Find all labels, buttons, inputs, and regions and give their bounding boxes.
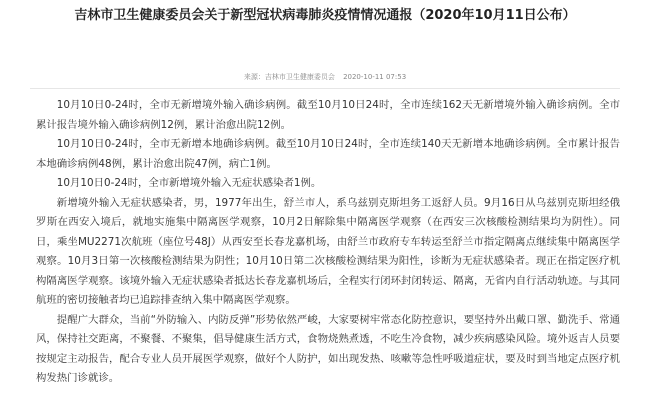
source-name: 吉林市卫生健康委员会 [264, 73, 335, 81]
article-title: 吉林市卫生健康委员会关于新型冠状病毒肺炎疫情情况通报（2020年10月11日公布） [74, 8, 576, 23]
paragraph-local-confirmed: 10月10日0-24时，全市无新增本地确诊病例。截至10月10日24时，全市连续140天无新增本地确诊病例。全市累计报告本地确诊病例48例，累计治愈出院47例，病亡1例。 [36, 138, 620, 170]
paragraph-public-reminder: 提醒广大群众，当前“外防输入、内防反弹”形势依然严峻，大家要树牢常态化防控意识，要坚持外出戴口罩、勤洗手、常通风，保持社交距离，不聚餐、不聚集，倡导健康生活方式，食物烧熟煮透，不吃生冷食物，减少疾病感染风险。境外返吉人员要按规定主动报告，配合专业人员开展医学观察，做好个人防护，如出现发热、咳嗽等急性呼吸道症状，要及时到当地定点医疗机构发热门诊就诊。 [36, 313, 620, 384]
paragraph-asymptomatic: 10月10日0-24时，全市新增境外输入无症状感染者1例。 [56, 177, 322, 189]
paragraph-imported-confirmed: 10月10日0-24时，全市无新增境外输入确诊病例。截至10月10日24时，全市连续162天无新增境外输入确诊病例。全市累计报告境外输入确诊病例12例，累计治愈出院12例。 [36, 99, 620, 131]
source-label: 来源： [243, 73, 265, 81]
paragraph-case-detail: 新增境外输入无症状感染者，男，1977年出生，舒兰市人，系乌兹别克斯坦务工返舒人员。9月16日从乌兹别克斯坦经俄罗斯在西安入境后，就地实施集中隔离医学观察，10月2日解除集中隔离医学观察（在西安三次核酸检测结果均为阴性）。同日，乘坐MU2271次航班（座位号48J）从西安至长春龙嘉机场，由舒兰市政府专车转运至舒兰市指定隔离点继续集中隔离医学观察。10月3日第一次核酸检测结果为阴性；10月10日第二次核酸检测结果为阳性，诊断为无症状感染者。现正在指定医疗机构隔离医学观察。该境外输入无症状感染者抵达长春龙嘉机场后，全程实行闭环封闭转运、隔离，无省内自行活动轨迹。与其同航班的密切接触者均已追踪排查纳入集中隔离医学观察。 [36, 196, 620, 306]
publish-date: 2020-10-11 07:53 [343, 73, 407, 81]
article-body [36, 96, 620, 389]
article-meta [0, 72, 650, 82]
source-info [244, 73, 335, 81]
title-divider [30, 88, 620, 89]
